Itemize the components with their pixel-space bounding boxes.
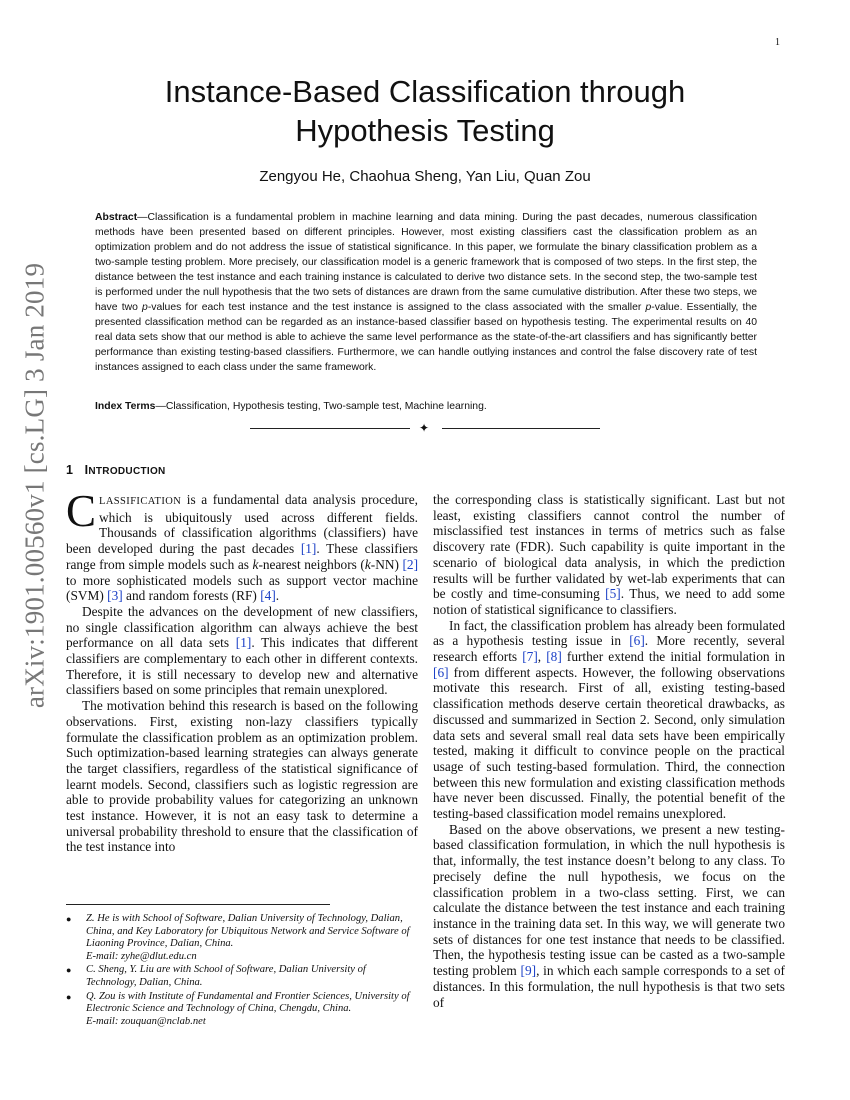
abstract-label: Abstract [95, 212, 138, 223]
citation-link[interactable]: [3] [107, 588, 123, 604]
abstract-text-c: -value. Essentially, the presented classification method can be regarded as an instance-based classifier based on hypothesis testing. The experimental results on 40 real data sets show that our method is able to achieve the same level performance as the state-of-the-art classifiers and has significantly better performance than existing testing-based classifiers. Furthermore, we can handle outlying instances and control the false discovery rate of test instances assigned to each class under the same framework. [95, 301, 757, 373]
citation-link[interactable]: [2] [402, 556, 419, 572]
abstract-text-a: Classification is a fundamental problem in machine learning and data mining. During the past decades, numerous classification methods have been presented based on different principles. However, most existing classifiers cast the classification problem as an optimization problem and do not address the issue of statistical significance. In this paper, we formulate the binary classification problem as a two-sample testing problem. More precisely, our classification model is a generic framework that is composed of two steps. In the first step, the distance between the test instance and each training instance is calculated to derive two distance sets. In the second step, the two-sample test is performed under the null hypothesis that the two sets of distances are drawn from the same cumulative distribution. After these two steps, we have two [95, 212, 757, 313]
footnotes [66, 913, 418, 1029]
text-run: . Thus, we need to add some notion of statistical significance to classifiers. [433, 586, 785, 617]
text-run: , in which each sample corresponds to a set of distances. In this formulation, the null hypothesis is that two sets of [433, 963, 785, 1010]
citation-link[interactable]: [7] [522, 649, 538, 665]
text-run: . These classifiers range from simple models such as [66, 541, 418, 572]
section-initial: I [84, 463, 89, 477]
text-run: from different aspects. However, the following observations motivate this research. First of all, existing testing-based classification methods deserve certain theoretical drawbacks, as discussed and summarized in Section 2. Second, only simulation data sets and several small real data sets have been empirically tested, making it difficult to convince people on the practical usage of such testing-based formulation. Third, the connection between this new formulation and existing classification methods have never been discussed. Finally, the potential benefit of the testing-based classification model remains unexplored. [433, 664, 785, 822]
citation-link[interactable]: [5] [605, 586, 621, 602]
footnote-email[interactable]: E-mail: zyhe@dlut.edu.cn [86, 950, 197, 962]
divider-line-right [442, 428, 600, 429]
divider-line-left [250, 428, 410, 429]
paragraph [66, 486, 419, 604]
index-terms-text: Classification, Hypothesis testing, Two-sample test, Machine learning. [165, 401, 487, 412]
paragraph [433, 822, 785, 1010]
drop-cap: C [66, 486, 97, 536]
footnote-item [66, 964, 418, 989]
text-run: , [537, 649, 547, 665]
footnote-item [66, 913, 418, 951]
text-run: and random forests (RF) [122, 588, 261, 604]
abstract-p-symbol: p [142, 301, 148, 313]
citation-link[interactable]: [8] [546, 649, 562, 665]
author-list: Zengyou He, Chaohua Sheng, Yan Liu, Quan Zou [259, 168, 591, 185]
citation-link[interactable]: [6] [433, 664, 449, 680]
citation-link[interactable]: [6] [629, 633, 645, 649]
text-run: . This indicates that different classifiers are complementary to each other in different contexts. Therefore, it is still necessary to develop new and alternative classifiers based on some principles that remain unexplored. [66, 635, 418, 698]
title-line-2: Hypothesis Testing [295, 113, 555, 148]
bullet-icon: ● [66, 914, 72, 924]
italic-k: k [364, 556, 371, 572]
paragraph: The motivation behind this research is based on the following observations. First, existing non-lazy classifiers typically formulate the classification problem as an optimization problem. Such optimization-based learning strategies can always generate the target classifiers, regardless of the statistical significance of learnt models. Second, classifiers such as logistic regression are able to provide probability values for categorizing an unknown test instance. However, it is not an easy task to determine a universal probability threshold to ensure that the classification of the test instance into [66, 698, 418, 855]
italic-k: k [252, 556, 259, 572]
text-run: -nearest neighbors ( [258, 556, 365, 572]
text-run: -NN) [370, 556, 403, 572]
page-number: 1 [775, 37, 780, 48]
title-line-1: Instance-Based Classification through [164, 74, 686, 109]
text-run: to more sophisticated models such as support vector machine (SVM) [66, 572, 418, 604]
paragraph [433, 492, 785, 618]
footnote-rule [66, 904, 330, 905]
abstract-text-b: -values for each test instance and the test instance is assigned to the class associated with the smaller [147, 301, 646, 313]
citation-link[interactable]: [9] [520, 963, 537, 979]
abstract-p-symbol: p [645, 301, 652, 313]
footnote-text: C. Sheng, Y. Liu are with School of Software, Dalian University of Technology, Dalian, China. [86, 964, 366, 988]
bullet-icon: ● [66, 991, 72, 1002]
index-terms-dash: — [155, 401, 166, 412]
right-column [433, 492, 785, 1010]
section-title-rest: NTRODUCTION [88, 466, 166, 477]
text-run: . [275, 588, 280, 604]
footnote-text: Q. Zou is with Institute of Fundamental and Frontier Sciences, University of Electronic Science and Technology of China, Chengdu, China. [86, 990, 410, 1015]
text-run: . More recently, several research efforts [433, 633, 785, 665]
section-number: 1 [66, 463, 74, 477]
smallcaps-word: LASSIFICATION [99, 496, 182, 507]
diamond-icon: ✦ [419, 421, 430, 435]
bullet-icon: ● [66, 965, 72, 976]
text-run: Based on the above observations, we present a new testing-based classification formulation, in which the null hypothesis is that, informally, the test instance doesn’t belong to any class. To precisely define the null hypothesis, we focus on the classification problem in a two-class setting. First, we can calculate the distance between the test instance and each training instance in the training data set. In this way, we will generate two sets of distances for one test instance that needs to be classified. Then, the hypothesis testing issue can be casted as a two-sample testing problem [433, 821, 785, 979]
footnote-item [66, 991, 418, 1016]
citation-link[interactable]: [4] [260, 588, 276, 604]
text-run: In fact, the classification problem has already been formulated as a hypothesis testing issue in [433, 617, 785, 649]
left-column [66, 486, 419, 855]
paragraph [433, 618, 785, 822]
footnote-email[interactable]: E-mail: zouquan@nclab.net [86, 1015, 206, 1027]
footnote-item [66, 951, 418, 964]
text-run: is a fundamental data analysis procedure, which is ubiquitously used across different fields. Thousands of classification algorithms (classifiers) have been developed during the past decades [66, 492, 418, 557]
footnote-text: Z. He is with School of Software, Dalian University of Technology, Dalian, China, and Key Laboratory for Ubiquitous Network and Service Software of Liaoning Province, Dalian, China. [86, 913, 410, 950]
index-terms-label: Index Terms [95, 401, 156, 412]
citation-link[interactable]: [1] [300, 541, 317, 557]
section-heading [66, 463, 166, 477]
text-run: further extend the initial formulation in [561, 649, 786, 665]
paper-title [90, 72, 760, 150]
footnote-item [66, 1016, 418, 1029]
index-terms [95, 401, 757, 412]
text-run: Despite the advances on the development of new classifiers, no single classification algorithm can always achieve the best performance on all data sets [66, 603, 418, 651]
paragraph [66, 604, 418, 698]
citation-link[interactable]: [1] [235, 635, 252, 651]
abstract [95, 211, 757, 375]
abstract-dash: — [137, 212, 148, 223]
text-run: the corresponding class is statistically significant. Last but not least, existing classifiers cannot control the number of misclassified test instances in terms of metrics such as false discovery rate (FDR). Such capability is quite important in the scenario of biological data analysis, in which the prediction results will be further validated by wet-lab experiments that can be costly and time-consuming [433, 492, 785, 602]
arxiv-stamp[interactable]: arXiv:1901.00560v1 [cs.LG] 3 Jan 2019 [19, 262, 50, 709]
